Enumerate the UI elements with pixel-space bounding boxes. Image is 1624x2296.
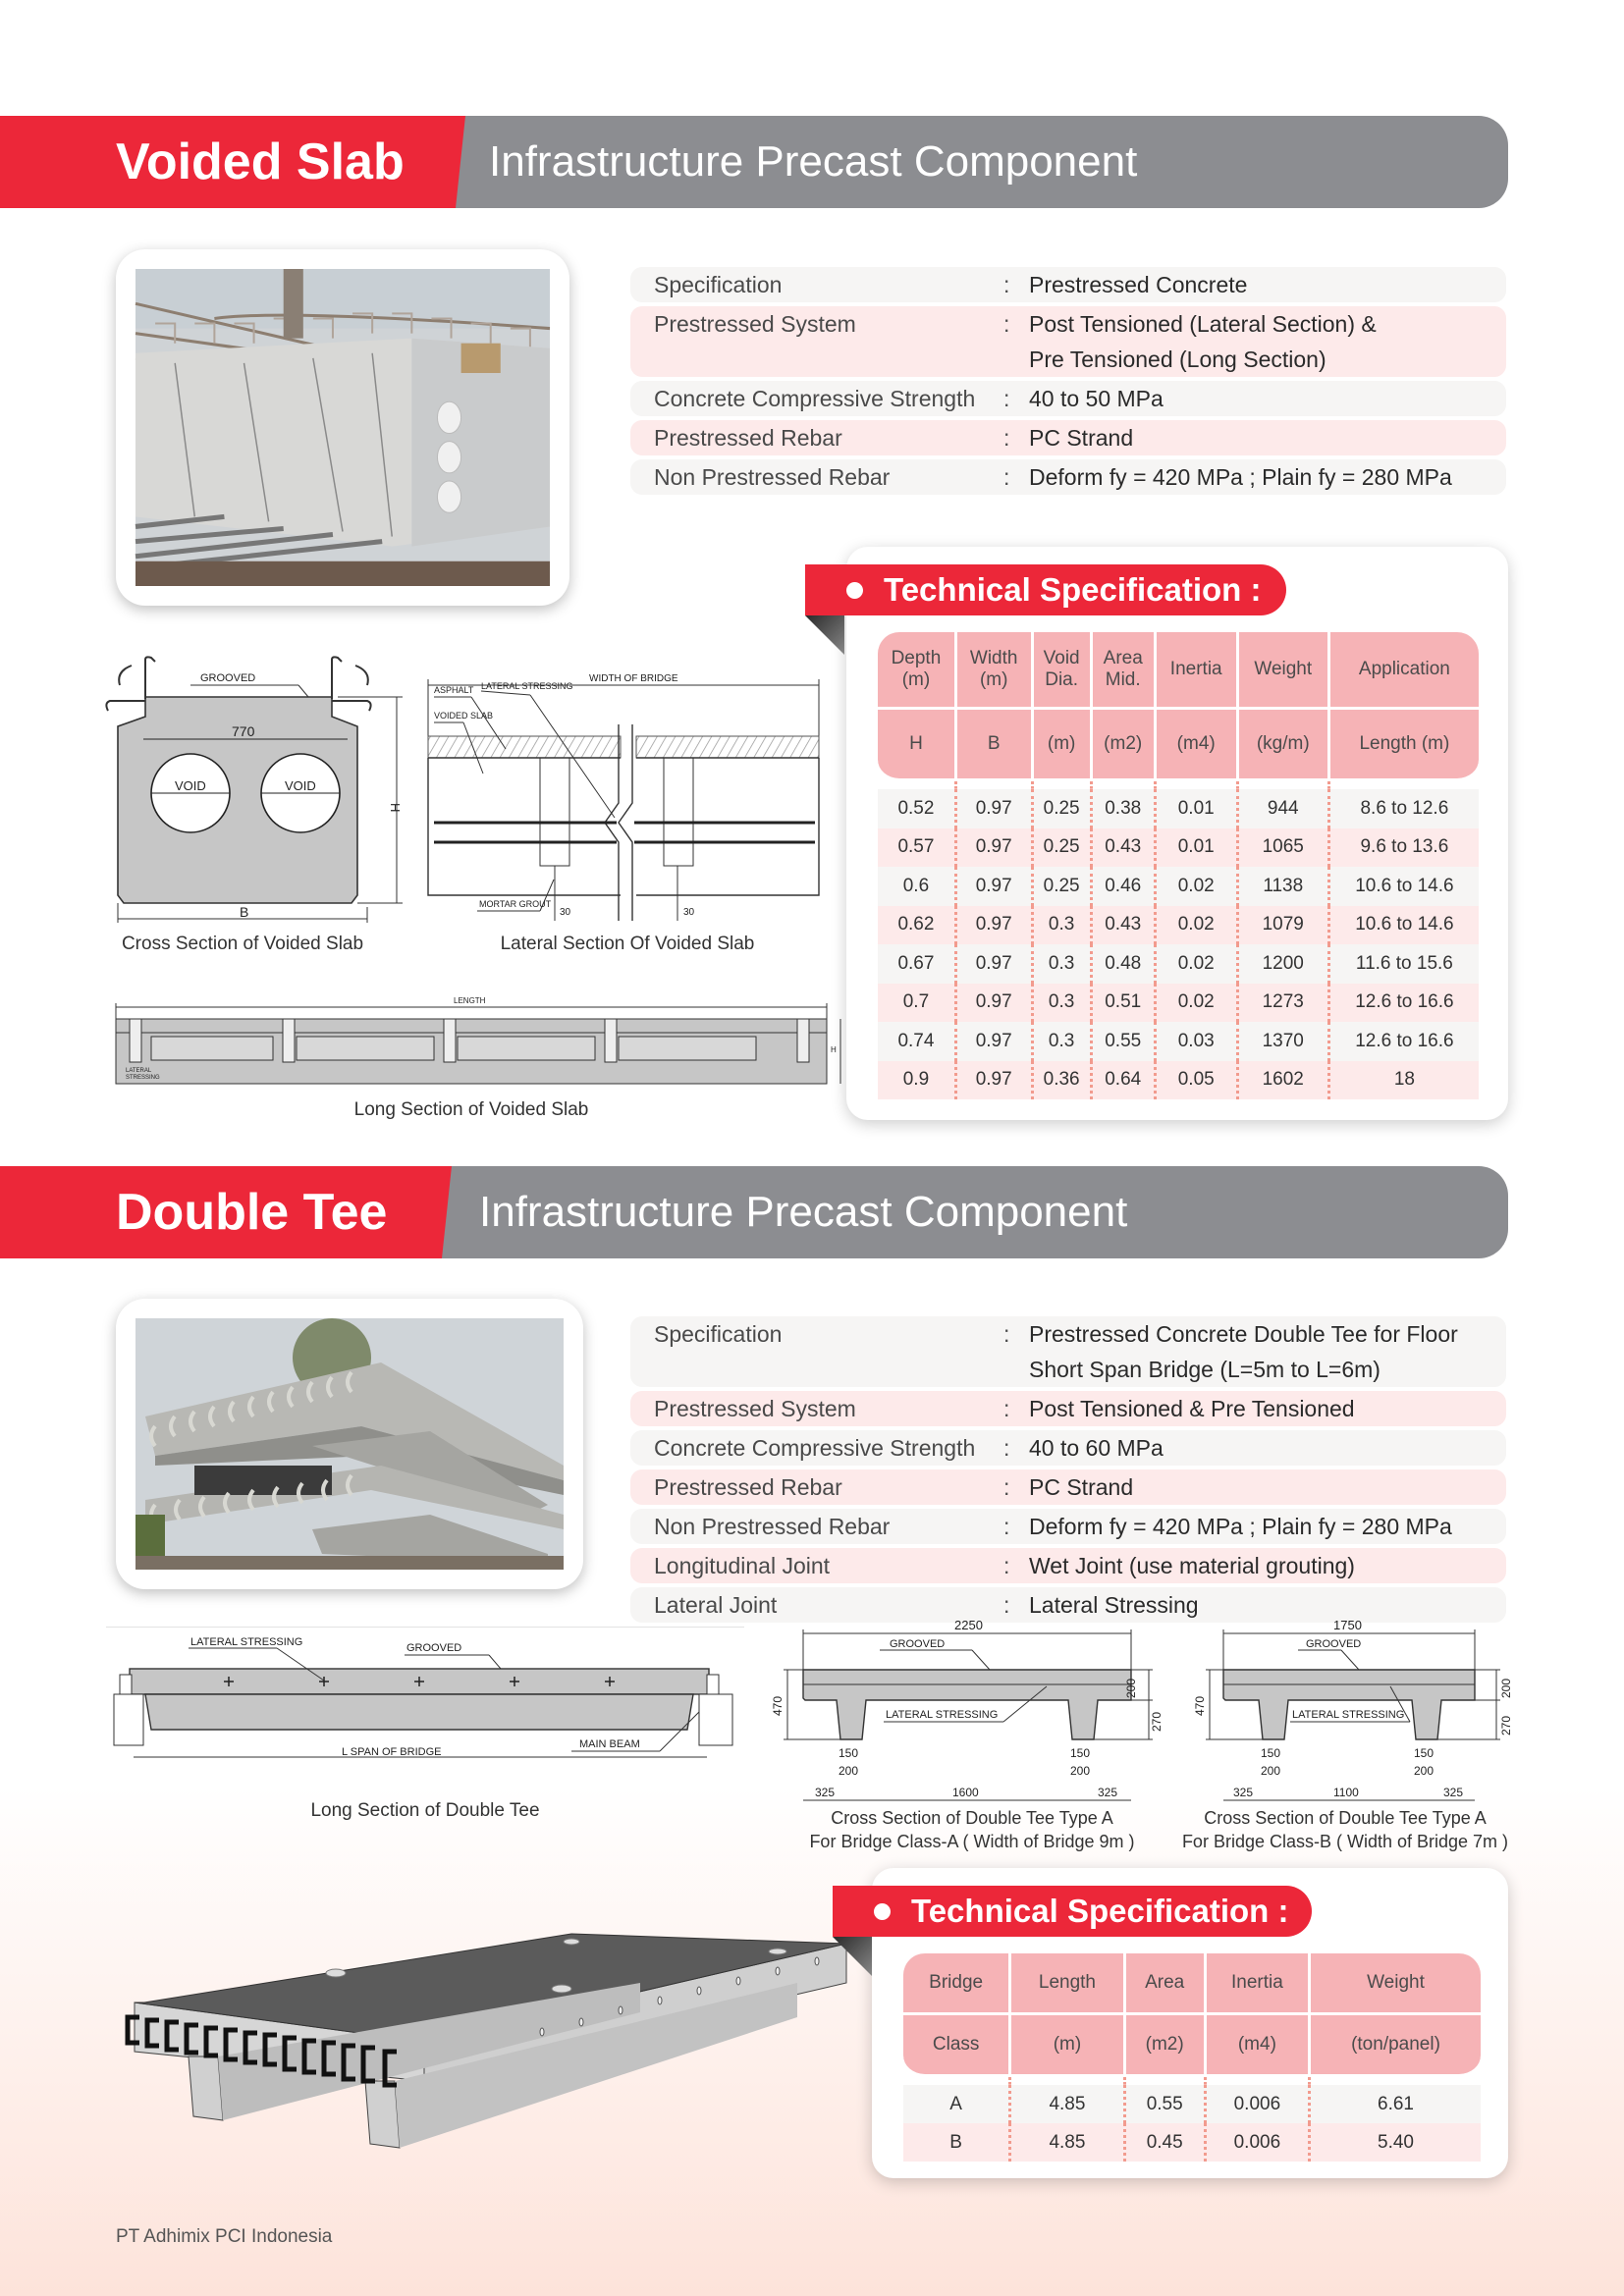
- spec-row: [630, 420, 1506, 455]
- table-row: [878, 867, 1479, 906]
- table-cell: 1065: [1239, 828, 1330, 868]
- label-30-a: 30: [560, 907, 571, 918]
- table-cell: 5.40: [1311, 2123, 1481, 2162]
- table-cell: 0.6: [878, 867, 957, 906]
- column-unit: (m2): [1093, 710, 1157, 781]
- double-tee-spec-table: [630, 1316, 1506, 1627]
- spec-value-line: Lateral Stressing: [1029, 1592, 1199, 1618]
- spec-value-line: 40 to 50 MPa: [1029, 386, 1164, 411]
- bullet-icon: [874, 1903, 891, 1920]
- label-200: 200: [1499, 1678, 1513, 1698]
- label-main-beam: MAIN BEAM: [579, 1738, 640, 1750]
- spec-row: [630, 306, 1506, 377]
- column-header: Inertia: [1207, 1953, 1311, 2015]
- label-150-a: 150: [839, 1746, 859, 1760]
- caption-long-section-voided: Long Section of Voided Slab: [353, 1099, 589, 1120]
- table-cell: 10.6 to 14.6: [1330, 906, 1479, 945]
- voided-slab-lateral-section: [422, 656, 825, 923]
- label-stressing: STRESSING: [126, 1075, 160, 1081]
- table-cell: 1602: [1239, 1061, 1330, 1100]
- voided-slab-tech-table: [878, 632, 1479, 1099]
- table-cell: 0.97: [957, 1061, 1034, 1100]
- column-unit: (m): [1034, 710, 1093, 781]
- table-cell: 4.85: [1011, 2123, 1125, 2162]
- column-header: [1157, 632, 1239, 710]
- spec-colon: :: [1003, 272, 1010, 297]
- table-cell: 0.55: [1093, 1022, 1157, 1061]
- table-row: [878, 944, 1479, 984]
- label-lateral-stressing: LATERAL STRESSING: [481, 681, 573, 691]
- table-cell: 0.48: [1093, 944, 1157, 984]
- caption-line-1: Cross Section of Double Tee Type A: [1204, 1808, 1487, 1828]
- label-width-of-bridge: WIDTH OF BRIDGE: [589, 673, 678, 684]
- column-header-line: (m): [979, 669, 1008, 690]
- table-cell: 0.97: [957, 944, 1034, 984]
- table-cell: 0.57: [878, 828, 957, 868]
- double-tee-banner: [0, 1166, 1508, 1258]
- voided-slab-cross-section: [102, 656, 406, 927]
- column-header: [878, 632, 957, 710]
- column-header: Area: [1126, 1953, 1207, 2015]
- label-325-b: 325: [1443, 1786, 1464, 1799]
- table-cell: 11.6 to 15.6: [1330, 944, 1479, 984]
- table-cell: 1273: [1239, 984, 1330, 1023]
- table-cell: 0.45: [1126, 2123, 1207, 2162]
- spec-row: [630, 1548, 1506, 1583]
- spec-row: [630, 1430, 1506, 1466]
- voided-slab-photo-frame: [116, 249, 569, 606]
- table-cell: 0.62: [878, 906, 957, 945]
- table-row: [903, 2123, 1481, 2162]
- column-header-line: Depth: [891, 648, 942, 668]
- spec-value: [1029, 420, 1506, 455]
- table-cell: 0.97: [957, 828, 1034, 868]
- double-tee-cross-section-a: [771, 1614, 1168, 1802]
- column-header-line: Area: [1103, 648, 1143, 668]
- spec-value-line: Wet Joint (use material grouting): [1029, 1553, 1355, 1578]
- label-325-a: 325: [1233, 1786, 1254, 1799]
- spec-colon: :: [1003, 311, 1010, 337]
- tech-spec-title: Technical Specification :: [911, 1893, 1289, 1929]
- table-cell: A: [903, 2085, 1011, 2123]
- spec-key: Non Prestressed Rebar: [654, 464, 891, 490]
- ribbon-fold: [805, 615, 844, 655]
- table-cell: 0.51: [1093, 984, 1157, 1023]
- label-770: 770: [232, 723, 255, 739]
- voided-slab-long-section: [110, 989, 837, 1086]
- spec-value: [1029, 306, 1506, 377]
- label-lateral-stressing: LATERAL STRESSING: [1292, 1709, 1405, 1721]
- spec-value: [1029, 1509, 1506, 1544]
- spec-row: [630, 1391, 1506, 1426]
- spec-key: Prestressed System: [654, 1396, 856, 1421]
- spec-value: [1029, 1548, 1506, 1583]
- tech-spec-ribbon: [833, 1886, 1312, 1937]
- label-void-1: VOID: [175, 778, 206, 793]
- spec-row: [630, 381, 1506, 416]
- table-cell: 0.3: [1034, 944, 1093, 984]
- label-200-b: 200: [1414, 1764, 1435, 1778]
- column-header-line: Application: [1358, 659, 1450, 679]
- spec-key: Specification: [654, 272, 783, 297]
- table-cell: 0.02: [1157, 906, 1239, 945]
- table-cell: 1079: [1239, 906, 1330, 945]
- label-150-b: 150: [1070, 1746, 1091, 1760]
- label-2250: 2250: [954, 1618, 983, 1632]
- section-title: Voided Slab: [116, 133, 405, 190]
- spec-value-line: Deform fy = 420 MPa ; Plain fy = 280 MPa: [1029, 1514, 1452, 1539]
- column-header-line: Inertia: [1169, 659, 1222, 679]
- table-row: [878, 789, 1479, 828]
- label-void-2: VOID: [285, 778, 316, 793]
- spec-colon: :: [1003, 1553, 1010, 1578]
- label-200: 200: [1124, 1678, 1138, 1698]
- label-200-b: 200: [1070, 1764, 1091, 1778]
- label-grooved: GROOVED: [406, 1642, 462, 1654]
- spec-value-line: Prestressed Concrete Double Tee for Floor: [1029, 1321, 1458, 1347]
- spec-value: [1029, 267, 1506, 302]
- table-cell: 0.46: [1093, 867, 1157, 906]
- spec-colon: :: [1003, 386, 1010, 411]
- spec-key: Longitudinal Joint: [654, 1553, 831, 1578]
- footer-company: PT Adhimix PCI Indonesia: [116, 2226, 333, 2247]
- caption-cross-section-a: [776, 1806, 1168, 1853]
- spec-value: [1029, 1316, 1506, 1387]
- column-header-line: (m): [901, 669, 931, 690]
- table-cell: 0.01: [1157, 828, 1239, 868]
- label-200-a: 200: [839, 1764, 859, 1778]
- label-grooved: GROOVED: [1306, 1638, 1362, 1650]
- spec-key: Non Prestressed Rebar: [654, 1514, 891, 1539]
- spec-value-line: Prestressed Concrete: [1029, 272, 1248, 297]
- label-grooved: GROOVED: [890, 1638, 946, 1650]
- table-cell: 4.85: [1011, 2085, 1125, 2123]
- table-cell: 0.03: [1157, 1022, 1239, 1061]
- spec-value: [1029, 1391, 1506, 1426]
- spec-value-line: Deform fy = 420 MPa ; Plain fy = 280 MPa: [1029, 464, 1452, 490]
- table-row: [878, 828, 1479, 868]
- column-unit: B: [957, 710, 1034, 781]
- spec-key: Concrete Compressive Strength: [654, 386, 976, 411]
- tech-spec-title: Technical Specification :: [884, 571, 1262, 608]
- table-cell: 0.43: [1093, 906, 1157, 945]
- spec-key: Prestressed Rebar: [654, 1474, 842, 1500]
- table-cell: 0.97: [957, 984, 1034, 1023]
- table-cell: 0.67: [878, 944, 957, 984]
- table-cell: 0.006: [1207, 2085, 1311, 2123]
- table-row: [878, 984, 1479, 1023]
- caption-line-2: For Bridge Class-A ( Width of Bridge 9m ): [809, 1832, 1135, 1851]
- column-unit: (m): [1011, 2015, 1125, 2077]
- table-cell: 12.6 to 16.6: [1330, 1022, 1479, 1061]
- column-unit: (m4): [1157, 710, 1239, 781]
- table-cell: 0.97: [957, 1022, 1034, 1061]
- spec-value-line: Pre Tensioned (Long Section): [1029, 347, 1326, 372]
- spec-colon: :: [1003, 464, 1010, 490]
- label-270: 270: [1499, 1715, 1513, 1735]
- double-tee-cross-section-b: [1184, 1614, 1538, 1802]
- table-row: [903, 2085, 1481, 2123]
- tech-spec-ribbon: [805, 564, 1286, 615]
- spec-key: Concrete Compressive Strength: [654, 1435, 976, 1461]
- spec-value-line: PC Strand: [1029, 1474, 1134, 1500]
- spec-value: [1029, 1469, 1506, 1505]
- table-cell: 0.25: [1034, 828, 1093, 868]
- label-200-a: 200: [1261, 1764, 1281, 1778]
- label-lateral-stressing: LATERAL STRESSING: [190, 1636, 303, 1648]
- label-h: H: [831, 1045, 837, 1054]
- section-title: Double Tee: [116, 1184, 388, 1241]
- column-unit: (kg/m): [1239, 710, 1330, 781]
- table-cell: 0.02: [1157, 944, 1239, 984]
- double-tee-3d-render-icon: [110, 1924, 856, 2140]
- caption-long-section-double-tee: Long Section of Double Tee: [310, 1800, 540, 1821]
- spec-key: Lateral Joint: [654, 1592, 778, 1618]
- label-grooved: GROOVED: [200, 672, 256, 684]
- table-cell: 0.9: [878, 1061, 957, 1100]
- column-header-line: Void: [1043, 648, 1080, 668]
- label-length: LENGTH: [454, 996, 486, 1005]
- spec-row: [630, 1316, 1506, 1387]
- spec-row: [630, 459, 1506, 495]
- caption-cross-section-b: [1168, 1806, 1522, 1853]
- voided-slab-photo-icon: [135, 269, 550, 586]
- label-1100: 1100: [1333, 1786, 1359, 1799]
- spec-value-line: Post Tensioned & Pre Tensioned: [1029, 1396, 1355, 1421]
- spec-row: [630, 1469, 1506, 1505]
- spec-value-line: Post Tensioned (Lateral Section) &: [1029, 311, 1377, 337]
- caption-line-2: For Bridge Class-B ( Width of Bridge 7m ): [1181, 1832, 1509, 1851]
- spec-value: [1029, 1430, 1506, 1466]
- caption-lateral-section-voided: Lateral Section Of Voided Slab: [500, 934, 755, 954]
- label-asphalt: ASPHALT: [434, 685, 474, 695]
- spec-value-line: PC Strand: [1029, 425, 1134, 451]
- spec-key: Prestressed System: [654, 311, 856, 337]
- label-h: H: [388, 803, 403, 813]
- table-cell: 944: [1239, 789, 1330, 828]
- table-row: [878, 1022, 1479, 1061]
- double-tee-photo-frame: [116, 1299, 583, 1589]
- table-cell: 0.52: [878, 789, 957, 828]
- column-header-line: Mid.: [1105, 669, 1141, 690]
- table-cell: 10.6 to 14.6: [1330, 867, 1479, 906]
- spec-colon: :: [1003, 1396, 1010, 1421]
- label-325-b: 325: [1098, 1786, 1118, 1799]
- table-cell: 0.97: [957, 789, 1034, 828]
- column-unit: Length (m): [1330, 710, 1479, 781]
- spec-value-line: Short Span Bridge (L=5m to L=6m): [1029, 1357, 1380, 1382]
- spec-colon: :: [1003, 1435, 1010, 1461]
- spec-row: [630, 267, 1506, 302]
- table-cell: 0.006: [1207, 2123, 1311, 2162]
- label-470: 470: [1193, 1695, 1207, 1716]
- table-cell: 0.01: [1157, 789, 1239, 828]
- table-cell: 0.3: [1034, 906, 1093, 945]
- spec-colon: :: [1003, 425, 1010, 451]
- voided-slab-spec-table: [630, 267, 1506, 499]
- table-cell: 0.25: [1034, 789, 1093, 828]
- table-cell: 0.3: [1034, 984, 1093, 1023]
- spec-row: [630, 1509, 1506, 1544]
- table-row: [878, 906, 1479, 945]
- column-header: Weight: [1311, 1953, 1481, 2015]
- label-325-a: 325: [815, 1786, 836, 1799]
- caption-line-1: Cross Section of Double Tee Type A: [831, 1808, 1113, 1828]
- column-header: [1239, 632, 1330, 710]
- table-cell: 0.64: [1093, 1061, 1157, 1100]
- table-cell: 0.97: [957, 906, 1034, 945]
- spec-key: Specification: [654, 1321, 783, 1347]
- label-mortar-grout: MORTAR GROUT: [479, 899, 552, 909]
- table-cell: 8.6 to 12.6: [1330, 789, 1479, 828]
- table-cell: 9.6 to 13.6: [1330, 828, 1479, 868]
- table-cell: 0.02: [1157, 984, 1239, 1023]
- table-cell: 0.3: [1034, 1022, 1093, 1061]
- section-subtitle: Infrastructure Precast Component: [489, 137, 1138, 186]
- column-header: [1330, 632, 1479, 710]
- label-b: B: [240, 904, 249, 920]
- label-150-b: 150: [1414, 1746, 1435, 1760]
- label-lateral: LATERAL: [126, 1068, 152, 1074]
- label-30-b: 30: [683, 907, 695, 918]
- column-header: [1034, 632, 1093, 710]
- label-270: 270: [1150, 1711, 1164, 1732]
- column-unit: (ton/panel): [1311, 2015, 1481, 2077]
- label-span-of-bridge: L SPAN OF BRIDGE: [342, 1746, 442, 1758]
- column-header-line: Width: [969, 648, 1018, 668]
- column-header: [1093, 632, 1157, 710]
- label-1750: 1750: [1333, 1618, 1362, 1632]
- double-tee-long-section: [110, 1633, 746, 1771]
- column-unit: (m4): [1207, 2015, 1311, 2077]
- table-cell: 12.6 to 16.6: [1330, 984, 1479, 1023]
- table-cell: 1370: [1239, 1022, 1330, 1061]
- label-voided-slab: VOIDED SLAB: [434, 711, 494, 721]
- column-header: Bridge: [903, 1953, 1011, 2015]
- table-cell: 0.43: [1093, 828, 1157, 868]
- table-cell: 0.05: [1157, 1061, 1239, 1100]
- table-cell: 0.74: [878, 1022, 957, 1061]
- spec-key: Prestressed Rebar: [654, 425, 842, 451]
- section-subtitle: Infrastructure Precast Component: [479, 1188, 1128, 1236]
- table-cell: 0.36: [1034, 1061, 1093, 1100]
- table-cell: 0.55: [1126, 2085, 1207, 2123]
- column-unit: (m2): [1126, 2015, 1207, 2077]
- column-header: [957, 632, 1034, 710]
- table-cell: 18: [1330, 1061, 1479, 1100]
- spec-value: [1029, 381, 1506, 416]
- table-cell: 1138: [1239, 867, 1330, 906]
- bullet-icon: [846, 582, 863, 599]
- spec-colon: :: [1003, 1592, 1010, 1618]
- label-1600: 1600: [952, 1786, 979, 1799]
- label-150-a: 150: [1261, 1746, 1281, 1760]
- table-cell: 0.02: [1157, 867, 1239, 906]
- column-header: Length: [1011, 1953, 1125, 2015]
- table-cell: 6.61: [1311, 2085, 1481, 2123]
- spec-value-line: 40 to 60 MPa: [1029, 1435, 1164, 1461]
- table-cell: 0.25: [1034, 867, 1093, 906]
- spec-colon: :: [1003, 1321, 1010, 1347]
- column-unit: H: [878, 710, 957, 781]
- spec-value: [1029, 459, 1506, 495]
- table-cell: B: [903, 2123, 1011, 2162]
- table-cell: 1200: [1239, 944, 1330, 984]
- voided-slab-banner: [0, 116, 1508, 208]
- double-tee-tech-table: [903, 1953, 1481, 2162]
- label-lateral-stressing: LATERAL STRESSING: [886, 1709, 999, 1721]
- column-header-line: Dia.: [1045, 669, 1079, 690]
- column-unit: Class: [903, 2015, 1011, 2077]
- spec-colon: :: [1003, 1474, 1010, 1500]
- label-470: 470: [771, 1695, 785, 1716]
- spec-colon: :: [1003, 1514, 1010, 1539]
- double-tee-photo-icon: [135, 1318, 564, 1570]
- column-header-line: Weight: [1254, 659, 1313, 679]
- caption-cross-section-voided: Cross Section of Voided Slab: [121, 934, 364, 954]
- table-row: [878, 1061, 1479, 1100]
- table-cell: 0.7: [878, 984, 957, 1023]
- divider: [106, 1627, 744, 1628]
- table-cell: 0.38: [1093, 789, 1157, 828]
- table-cell: 0.97: [957, 867, 1034, 906]
